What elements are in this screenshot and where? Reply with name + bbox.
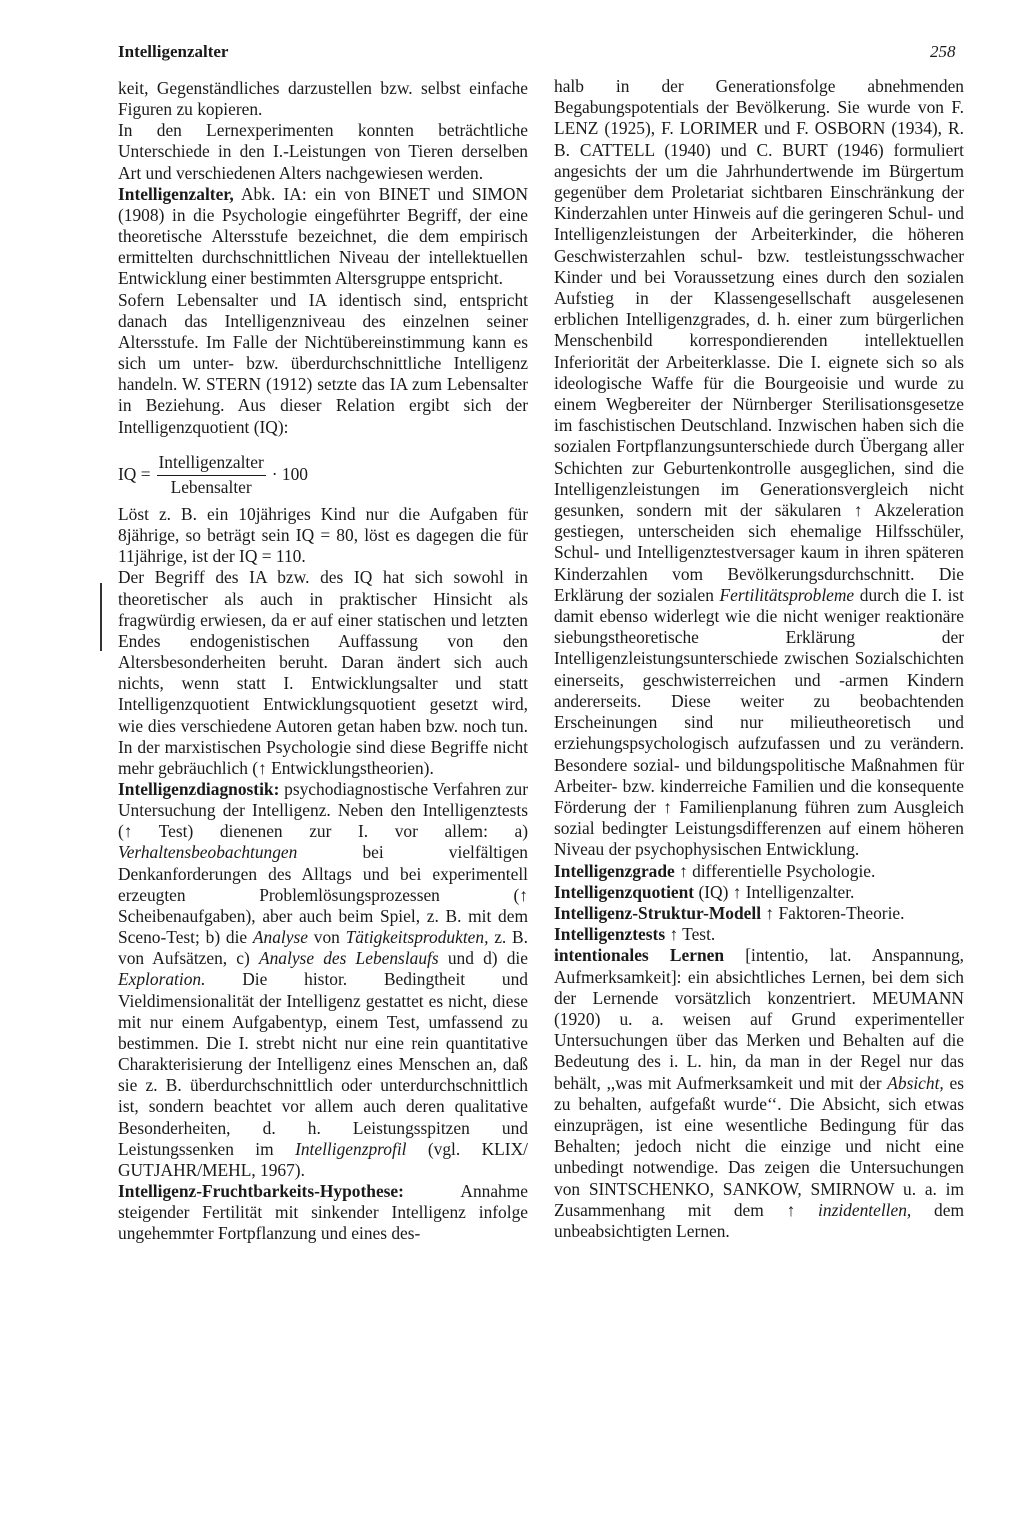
- formula-denominator: Lebensalter: [170, 476, 252, 497]
- entry-text: Annahme steigender Fertilität mit sinkender Intelligenz infolge ungehemmter Fortpflanzung und eines des-: [118, 1180, 528, 1244]
- running-header-title: Intelligenzalter: [118, 42, 229, 61]
- paragraph-continuation: keit, Gegenständliches darzustellen bzw. selbst einfache Figuren zu kopieren.: [118, 78, 528, 120]
- paragraph-lebensalter: Sofern Lebensalter und IA identisch sind, entspricht danach das Intelligenzniveau des einzelnen seiner Altersstufe. Im Falle der Nichtübereinstimmung kann es sich um unter- bzw. überdurchschnittliche Intelligenz handeln. W. STERN (1912) setzte das IA zum Lebensalter in Beziehung. Aus dieser Relation ergibt sich der Intelligenzquotient (IQ):: [118, 289, 528, 437]
- entry-intelligenzalter: [118, 184, 528, 290]
- entry-intentionales-lernen: intentionales Lernen [intentio, lat. Anspannung, Aufmerksamkeit]: ein absichtliches Lernen, bei dem sich der Lernende vorsätzlich konzentriert. MEUMANN (1920) u. a. weisen auf Grund experimenteller Untersuchungen über das Merken und Behalten auf die Bedeutung des i. L. hin, da man in der Regel nur das behält, ,,was mit Aufmerksamkeit und mit der Absicht, es zu behalten, aufgefaßt wurde‘‘. Die Absicht, sich etwas einzuprägen, ist eine wesentliche Bedingung für das Behalten; jedoch nicht die einzige und nicht eine unbedingt notwendige. Das zeigen die Untersuchungen von SINTSCHENKO, SANKOW, SMIRNOW u. a. im Zusammenhang mit dem ↑ inzidentellen, dem unbeabsichtigten Lernen.: [554, 945, 964, 1241]
- entry-intelligenzgrade: Intelligenzgrade ↑ differentielle Psychologie.: [554, 860, 876, 881]
- paragraph-example: Löst z. B. ein 10jähriges Kind nur die Aufgaben für 8jährige, so beträgt sein IQ = 80, löst es dagegen die für 11jährige, ist der IQ = 110.: [118, 503, 528, 567]
- formula-lhs: IQ =: [118, 464, 151, 485]
- entry-keyword: Intelligenzgrade: [554, 860, 675, 881]
- page-number: 258: [930, 42, 956, 61]
- iq-formula: [118, 452, 528, 498]
- entry-keyword: Intelligenzquotient: [554, 881, 695, 902]
- entry-keyword: Intelligenzalter,: [118, 183, 234, 204]
- entry-keyword: Intelligenz-Struktur-Modell: [554, 902, 762, 923]
- left-column: [118, 78, 528, 1244]
- paragraph-hypothese-continued: halb in der Generationsfolge abnehmenden Begabungspotentials der Bevölkerung. Sie wurde von F. LENZ (1925), F. LORIMER und F. OSBORN (1934), R. B. CATTELL (1940) und C. BURT (1946) formuliert angesichts der um die Jahrhundertwende im Bürgertum gegenüber dem Proletariat sichtbaren Einschränkung der Kinderzahlen unter Hinweis auf die geringeren Schul- und Intelligenzleistungen der Arbeiterkinder, die höheren Geschwisterzahlen schul- bzw. testleistungsschwacher Kinder und bei Voraussetzung eines durch den sozialen Aufstieg in der Klassengesellschaft ausgelesenen erblichen Intelligenzgrades, d. h. einer zum bürgerlichen Menschenbild korrespondierenden intellektuellen Inferiorität der Arbeiterklasse. Die I. eignete sich so als ideologische Waffe für die Bourgeoisie und wurde zu einem Wegbereiter der Nürnberger Sterilisationsgesetze im faschistischen Deutschland. Inzwischen haben sich die sozialen Fortpflanzungsunterschiede durch Übergang aller Schichten zur Geburtenkontrolle ausgeglichen, sind die Intelligenzleistungen im Generationsvergleich nicht gesunken, sondern mit der säkularen ↑ Akzeleration gestiegen, unterscheiden sich ehemalige Hilfsschüler, Schul- und Intelligenztestversager kaum in ihren späteren Kinderzahlen vom Bevölkerungsdurchschnitt. Die Erklärung der sozialen Fertilitätsprobleme durch die I. ist damit ebenso widerlegt wie die nicht weniger reaktionäre siebungstheoretische Erklärung der Intelligenzleistungsunterschiede zwischen Sozialschichten einerseits, geschwisterreichen und -armen Kindern andererseits. Diese weiter zu beobachtenden Erscheinungen sind nur milieutheoretisch und erziehungspsychologisch aufzufassen und zu verändern. Besondere sozial- und bildungspolitische Maßnahmen für Arbeiter- bzw. kinderreiche Familien und die konsequente Förderung der ↑ Familienplanung führen zum Ausgleich sozial bedingter Leistungsdifferenzen auf einem höheren Niveau der psychophysischen Entwicklung.: [554, 76, 964, 860]
- entry-keyword: Intelligenz-Fruchtbarkeits-Hypothese:: [118, 1180, 404, 1201]
- entry-intelligenztests: Intelligenztests ↑ Test.: [554, 924, 716, 945]
- entry-intelligenz-struktur-modell: Intelligenz-Struktur-Modell ↑ Faktoren-Theorie.: [554, 902, 905, 923]
- entry-intelligenzdiagnostik: Intelligenzdiagnostik: psychodiagnostische Verfahren zur Untersuchung der Intelligenz. Neben den Intelligenztests (↑ Test) dienenen zur I. vor allem: a) Verhaltensbeobachtungen bei vielfältigen Denkanforderungen des Alltags und bei experimentell erzeugten Problemlösungsprozessen (↑ Scheibenaufgaben), aber auch beim Spiel, z. B. mit dem Sceno-Test; b) die Analyse von Tätigkeitsprodukten, z. B. von Aufsätzen, c) Analyse des Lebenslaufs und d) die Exploration. Die histor. Bedingtheit und Vieldimensionalität der Intelligenz gestattet es nicht, diese mit nur einem Aufgabentyp, einem Test, umfassend zu bestimmen. Die I. strebt nicht nur eine rein quantitative Charakterisierung der Intelligenz eines Menschen an, daß sie z. B. überdurchschnittlich oder unterdurchschnittlich ist, sondern beachtet vor allem auch deren qualitative Besonderheiten, d. h. Leistungsspitzen und Leistungssenken im Intelligenzprofil (vgl. KLIX/ GUTJAHR/MEHL, 1967).: [118, 779, 529, 1180]
- paragraph-lernexperimente: In den Lernexperimenten konnten beträchtliche Unterschiede in den I.-Leistungen von Tieren derselben Art und verschiedenen Alters nachgewiesen werden.: [118, 120, 528, 183]
- formula-numerator: Intelligenzalter: [157, 452, 266, 476]
- margin-annotation-bar: [100, 583, 102, 651]
- entry-keyword: intentionales Lernen: [554, 945, 725, 966]
- right-column: [554, 76, 964, 1242]
- entry-text: Abk. IA: ein von BINET und SIMON (1908) in die Psychologie eingeführter Begriff, der eine theoretische Altersstufe bezeichnet, die dem empirisch ermittelten durchschnittlichen Niveau der intellektuellen Entwicklung einer bestimmten Altersgruppe entspricht.: [118, 183, 528, 289]
- entry-intelligenzquotient: Intelligenzquotient (IQ) ↑ Intelligenzalter.: [554, 881, 855, 902]
- entry-keyword: Intelligenzdiagnostik:: [118, 779, 280, 799]
- entry-fruchtbarkeits-hypothese: [118, 1181, 528, 1244]
- formula-multiplier: · 100: [271, 464, 309, 485]
- formula-fraction: [157, 452, 266, 498]
- paragraph-critique: Der Begriff des IA bzw. des IQ hat sich sowohl in theoretischer als auch in praktischer Hinsicht als fragwürdig erwiesen, da er auf einer statischen und letzten Endes endogenistischen Auffassung von den Altersbesonderheiten beruht. Daran ändert sich auch nichts, wenn statt I. Entwicklungsalter und statt Intelligenzquotient Entwicklungsquotient gesetzt wird, wie dies verschiedene Autoren getan haben bzw. noch tun. In der marxistischen Psychologie sind diese Begriffe nicht mehr gebräuchlich (↑ Entwicklungstheorien).: [118, 567, 528, 778]
- entry-keyword: Intelligenztests: [554, 924, 666, 945]
